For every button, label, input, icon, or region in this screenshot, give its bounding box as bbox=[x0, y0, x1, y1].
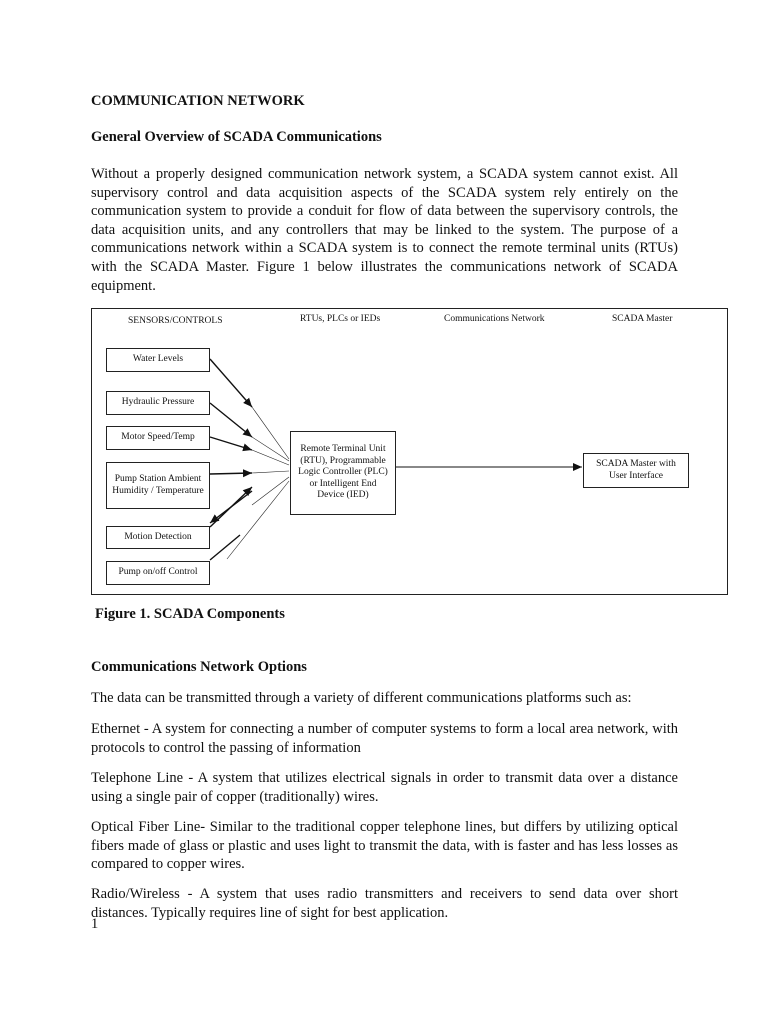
arrow-hydraulic-pressure bbox=[210, 403, 252, 437]
column-master: SCADA Master bbox=[612, 314, 673, 324]
column-rtus: RTUs, PLCs or IEDs bbox=[300, 314, 381, 324]
column-network: Communications Network bbox=[444, 314, 545, 324]
arrow-humidity bbox=[210, 473, 252, 474]
option-telephone: Telephone Line - A system that utilizes electrical signals in order to transmit data over a distance using a single pair of copper (traditionally) wires. bbox=[91, 770, 678, 805]
sensor-arrows bbox=[210, 359, 252, 560]
sensor-water-levels: Water Levels bbox=[106, 348, 210, 372]
sensor-hydraulic-pressure: Hydraulic Pressure bbox=[106, 391, 210, 415]
sensor-humidity: Pump Station Ambient Humidity / Temperature bbox=[106, 462, 210, 509]
options-intro: The data can be transmitted through a variety of different communications platforms such as: bbox=[91, 690, 632, 706]
option-optical-fiber: Optical Fiber Line- Similar to the traditional copper telephone lines, but differs by utilizing optical fibers made of glass or plastic and uses light to transmit the data, with is faster and has less losses as compared to copper wires. bbox=[91, 819, 678, 873]
scada-master-box: SCADA Master with User Interface bbox=[583, 453, 689, 488]
sensor-motion-detection: Motion Detection bbox=[106, 526, 210, 549]
option-ethernet: Ethernet - A system for connecting a number of computer systems to form a local area network, with protocols to control the passing of information bbox=[91, 721, 678, 756]
option-radio-wireless: Radio/Wireless - A system that uses radio transmitters and receivers to send data over short distances. Typically requires line of sight for best application. bbox=[91, 886, 678, 921]
scada-figure bbox=[91, 308, 728, 595]
column-sensors: SENSORS/CONTROLS bbox=[128, 316, 223, 326]
arrow-motor-speed bbox=[210, 437, 252, 450]
page-heading: COMMUNICATION NETWORK bbox=[91, 93, 305, 109]
sensor-pump-control: Pump on/off Control bbox=[106, 561, 210, 585]
rtu-box: Remote Terminal Unit (RTU), Programmable Logic Controller (PLC) or Intelligent End Device (IED) bbox=[290, 431, 396, 515]
arrow-pump-control bbox=[210, 491, 252, 523]
page-number: 1 bbox=[91, 916, 99, 932]
sensor-motor-speed: Motor Speed/Temp bbox=[106, 426, 210, 450]
spoke-lines bbox=[227, 407, 289, 559]
figure-caption: Figure 1. SCADA Components bbox=[95, 606, 285, 622]
options-heading: Communications Network Options bbox=[91, 659, 307, 675]
section-heading: General Overview of SCADA Communications bbox=[91, 129, 382, 145]
arrow-water-levels bbox=[210, 359, 252, 407]
intro-paragraph: Without a properly designed communication network system, a SCADA system cannot exist. All supervisory control and data acquisition aspects of the SCADA system rely entirely on the communication system to provide a conduit for flow of data between the supervisory controls, the data acquisition units, and any controllers that may be linked to the system. The purpose of a communications network within a SCADA system is to connect the remote terminal units (RTUs) with the SCADA Master. Figure 1 below illustrates the communications network of SCADA equipment. bbox=[91, 166, 678, 294]
